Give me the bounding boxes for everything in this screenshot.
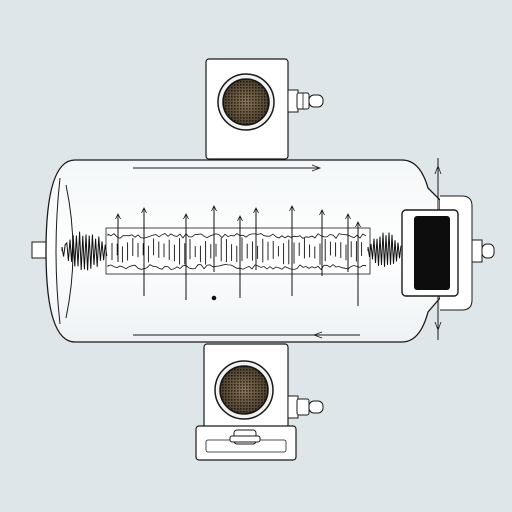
left-nozzle [32,242,46,258]
sensor-display [414,216,450,290]
right-port [472,240,482,262]
indicator-dot [212,296,217,301]
